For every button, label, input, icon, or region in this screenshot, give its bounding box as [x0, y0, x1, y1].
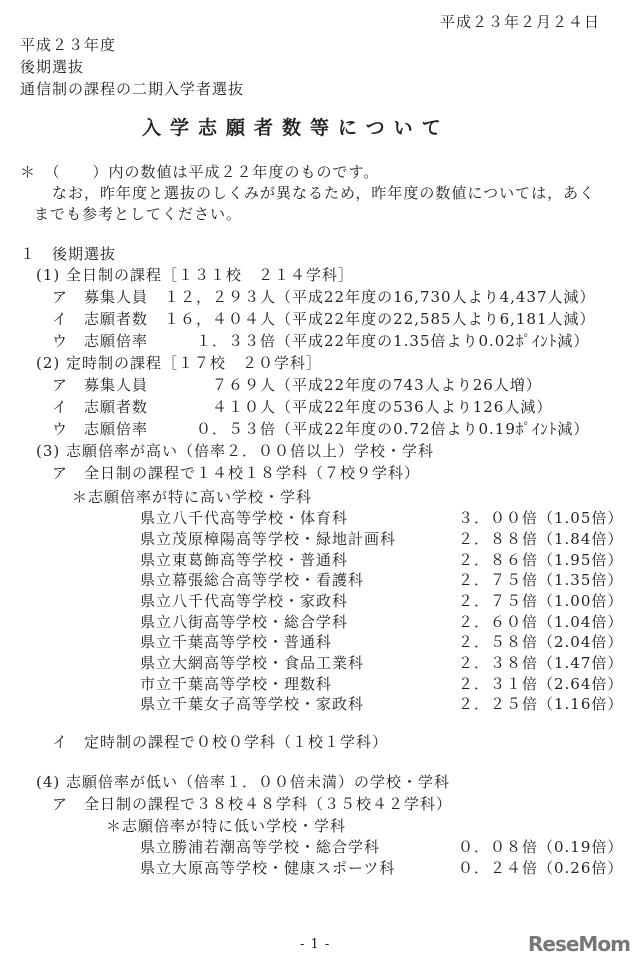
stat-row: イ 志願者数 ４１０人（平成22年度の536人より126人減）: [52, 398, 553, 416]
school-name: 県立大原高等学校・健康スポーツ科: [140, 859, 396, 877]
note-line: ＊ （ ）内の数値は平成２２年度のものです。: [20, 163, 380, 181]
school-name: 県立千葉高等学校・普通科: [140, 633, 333, 651]
school-rate: ２．６０倍（1.04倍）: [458, 613, 624, 631]
list-heading: ＊志願倍率が特に低い学校・学科: [106, 817, 347, 835]
school-name: 市立千葉高等学校・理数科: [140, 675, 333, 693]
subsection-heading: (4) 志願倍率が低い（倍率１．００倍未満）の学校・学科: [36, 773, 451, 791]
stat-row: ア 募集人員 １２，２９３人（平成22年度の16,730人より4,437人減）: [52, 288, 596, 306]
resemom-logo: ReseMom: [528, 932, 630, 956]
page-number: - 1 -: [300, 937, 331, 952]
school-name: 県立八千代高等学校・家政科: [140, 592, 349, 610]
school-rate: ２．２５倍（1.16倍）: [458, 695, 624, 713]
school-name: 県立八街高等学校・総合学科: [140, 613, 349, 631]
document-date: 平成２３年２月２４日: [440, 13, 601, 31]
header-selection: 後期選抜: [20, 58, 85, 76]
stat-row: ア 募集人員 ７６９人（平成22年度の743人より26人増）: [52, 376, 542, 394]
stat-row: イ 志願者数 １６，４０４人（平成22年度の22,585人より6,181人減）: [52, 310, 596, 328]
subsection-heading: (3) 志願倍率が高い（倍率２．００倍以上）学校・学科: [36, 442, 435, 460]
stat-row: ア 全日制の課程で３８校４８学科（３５校４２学科）: [52, 795, 453, 813]
school-rate: ２．７５倍（1.00倍）: [458, 592, 624, 610]
school-rate: ２．８８倍（1.84倍）: [458, 530, 624, 548]
list-heading: ＊志願倍率が特に高い学校・学科: [72, 488, 313, 506]
school-rate: ２．７５倍（1.35倍）: [458, 571, 624, 589]
school-name: 県立八千代高等学校・体育科: [140, 509, 349, 527]
header-year: 平成２３年度: [20, 36, 117, 54]
school-rate: ２．３８倍（1.47倍）: [458, 654, 624, 672]
stat-row: ウ 志願倍率 １．３３倍（平成22年度の1.35倍より0.02ﾎﾟｲﾝﾄ減）: [52, 332, 590, 350]
school-rate: ２．５８倍（2.04倍）: [458, 633, 624, 651]
school-name: 県立大網高等学校・食品工業科: [140, 654, 365, 672]
header-course: 通信制の課程の二期入学者選抜: [20, 80, 245, 98]
school-name: 県立千葉女子高等学校・家政科: [140, 695, 365, 713]
school-name: 県立茂原樟陽高等学校・緑地計画科: [140, 530, 397, 548]
school-rate: ０．０８倍（0.19倍）: [458, 838, 624, 856]
page-title: 入学志願者数等について: [142, 117, 450, 139]
stat-row: イ 定時制の課程で０校０学科（１校１学科）: [52, 733, 389, 751]
note-line: までも参考としてください。: [34, 205, 243, 223]
school-name: 県立幕張総合高等学校・看護科: [140, 571, 365, 589]
section-heading: １ 後期選抜: [20, 245, 117, 263]
school-rate: ２．３１倍（2.64倍）: [458, 675, 624, 693]
school-rate: ２．８６倍（1.95倍）: [458, 551, 624, 569]
stat-row: ア 全日制の課程で１４校１８学科（７校９学科）: [52, 464, 421, 482]
school-name: 県立勝浦若潮高等学校・総合学科: [140, 838, 381, 856]
subsection-heading: (2) 定時制の課程［１７校 ２０学科］: [36, 354, 323, 372]
note-line: なお，昨年度と選抜のしくみが異なるため，昨年度の数値については，あく: [52, 184, 596, 202]
stat-row: ウ 志願倍率 ０．５３倍（平成22年度の0.72倍より0.19ﾎﾟｲﾝﾄ減）: [52, 420, 590, 438]
subsection-heading: (1) 全日制の課程［１３１校 ２１４学科］: [36, 266, 355, 284]
school-rate: ３．００倍（1.05倍）: [458, 509, 624, 527]
school-name: 県立東葛飾高等学校・普通科: [140, 551, 349, 569]
school-rate: ０．２４倍（0.26倍）: [458, 859, 624, 877]
